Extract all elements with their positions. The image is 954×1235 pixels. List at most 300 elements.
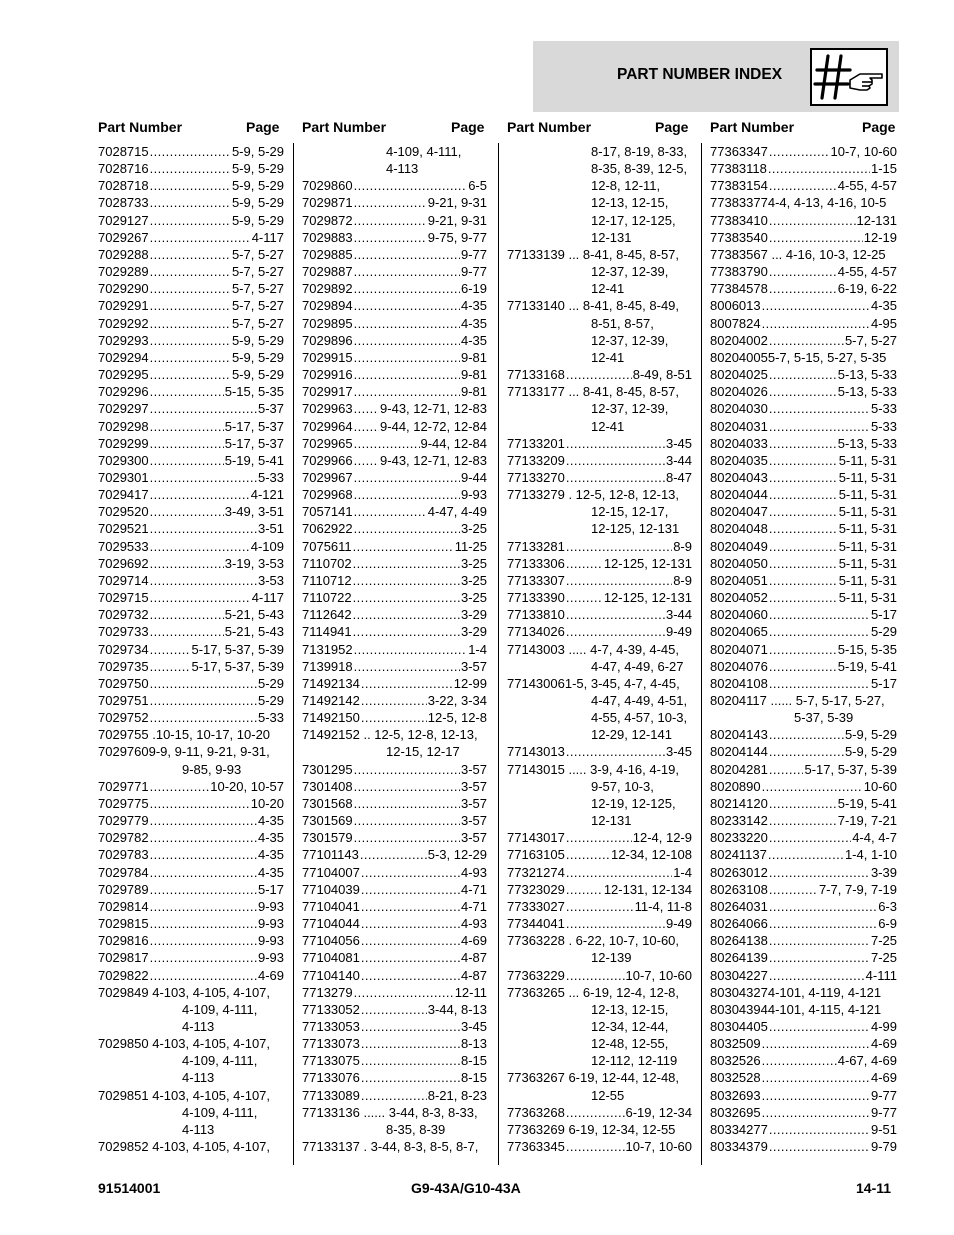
index-entry [507, 435, 692, 452]
part-number: 77163105 [507, 847, 565, 863]
leader-dots [353, 623, 460, 640]
part-number: 7301579 [302, 830, 353, 846]
page-reference: 3-57 [460, 795, 487, 811]
index-entry [710, 1001, 897, 1018]
part-number: 7029267 [98, 229, 149, 245]
part-number: 77133306 [507, 555, 565, 571]
page-reference-continued: 8-35, 8-39, 12-5, [591, 161, 688, 177]
index-entry [302, 778, 487, 795]
index-entry [98, 349, 284, 366]
part-number: 80204033 [710, 435, 768, 451]
index-entry [98, 623, 284, 640]
page-reference: 8-15 [460, 1053, 487, 1069]
index-entry [507, 675, 692, 692]
part-number: 7301569 [302, 813, 353, 829]
page-reference: 3-25 [460, 521, 487, 537]
index-entry [507, 589, 692, 606]
part-number: 7029892 [302, 281, 353, 297]
part-number: 80264138 [710, 933, 768, 949]
page-reference: 4-71 [460, 881, 487, 897]
page-reference: 5-15, 5-35 [837, 641, 897, 657]
page-reference: 3-53 [257, 572, 284, 588]
page-reference: 5-3, 12-29 [427, 847, 487, 863]
page-reference: 3-57 [460, 761, 487, 777]
footer-page-number: 14-11 [856, 1180, 892, 1196]
index-entry [98, 194, 284, 211]
part-number: 7029860 [302, 178, 353, 194]
part-number: 7029714 [98, 572, 149, 588]
page-reference: 5-17, 5-37, 5-39 [191, 658, 284, 674]
page-title: PART NUMBER INDEX [617, 66, 783, 83]
index-entry [710, 709, 897, 726]
index-entry [507, 1121, 692, 1138]
entry-text: 7029849 4-103, 4-105, 4-107, [98, 984, 271, 1000]
index-entry [302, 675, 487, 692]
column-header-page: Page [451, 119, 485, 135]
part-number: 80214120 [710, 795, 768, 811]
leader-dots [150, 829, 257, 846]
page-reference: 4-93 [460, 864, 487, 880]
page-reference: 4-35 [460, 332, 487, 348]
leader-dots [768, 160, 870, 177]
page-reference: 5-11, 5-31 [838, 572, 897, 588]
page-reference: 9-77 [460, 246, 487, 262]
page-reference: 5-9, 5-29 [231, 349, 284, 365]
page-reference: 9-21, 9-31 [427, 212, 487, 228]
page-reference-continued: 9-85, 9-93 [182, 761, 242, 777]
part-number: 80204047 [710, 504, 768, 520]
page-reference: 4-99 [870, 1018, 897, 1034]
part-number: 80204048 [710, 521, 768, 537]
index-entry [507, 332, 692, 349]
index-entry [710, 812, 897, 829]
leader-dots [769, 383, 837, 400]
part-number: 7029872 [302, 212, 353, 228]
part-number: 80204049 [710, 538, 768, 554]
index-entry [302, 503, 487, 520]
index-entry [98, 1121, 284, 1138]
leader-dots [361, 932, 460, 949]
index-entry [302, 795, 487, 812]
leader-dots [769, 795, 837, 812]
page-reference: 4-95 [870, 315, 897, 331]
index-entry [507, 418, 692, 435]
index-entry [98, 520, 284, 537]
entry-text: 77363265 ... 6-19, 12-4, 12-8, [507, 984, 680, 1000]
index-entry [302, 315, 487, 332]
leader-dots [566, 967, 625, 984]
index-entry [98, 1087, 284, 1104]
index-entry [710, 761, 897, 778]
page-reference: 3-44 [665, 452, 692, 468]
index-entry [98, 572, 284, 589]
index-entry [98, 641, 284, 658]
page-reference: 3-57 [460, 658, 487, 674]
page-reference: 5-7, 5-27 [231, 315, 284, 331]
page-reference: 5-13, 5-33 [837, 384, 897, 400]
page-reference: 9-79 [870, 1139, 897, 1155]
leader-dots [354, 297, 460, 314]
leader-dots [354, 452, 379, 469]
part-number: 77104140 [302, 967, 360, 983]
leader-dots [769, 932, 870, 949]
page-reference-continued: 4-47, 4-49, 6-27 [591, 658, 684, 674]
index-entry [507, 486, 692, 503]
part-number: 80204050 [710, 555, 768, 571]
index-entry [507, 915, 692, 932]
index-entry [98, 1052, 284, 1069]
index-entry [507, 194, 692, 211]
leader-dots [354, 469, 460, 486]
index-entry [507, 246, 692, 263]
index-entry [302, 229, 487, 246]
part-number: 77104081 [302, 950, 360, 966]
page-reference: 5-7, 5-27 [231, 264, 284, 280]
leader-dots [361, 949, 460, 966]
index-entry [98, 538, 284, 555]
page-reference: 4-121 [250, 487, 284, 503]
leader-dots [762, 1052, 837, 1069]
page-reference: 9-51 [870, 1121, 897, 1137]
leader-dots [150, 692, 257, 709]
page-reference-continued: 4-109, 4-111, [182, 1104, 258, 1120]
page-reference-continued: 12-13, 12-15, [591, 1001, 669, 1017]
page-reference: 12-125, 12-131 [603, 555, 692, 571]
index-entry [302, 452, 487, 469]
part-number: 80204044 [710, 487, 768, 503]
leader-dots [150, 658, 191, 675]
page-reference: 5-15, 5-35 [224, 384, 284, 400]
part-number: 77104044 [302, 916, 360, 932]
page-reference: 4-55, 4-57 [837, 178, 897, 194]
leader-dots [150, 967, 257, 984]
part-number: 7029692 [98, 555, 149, 571]
leader-dots [361, 1035, 460, 1052]
page-reference: 5-17 [257, 881, 284, 897]
page-reference: 1-4, 1-10 [844, 847, 897, 863]
index-entry [507, 1104, 692, 1121]
part-number: 7029894 [302, 298, 353, 314]
leader-dots [354, 984, 454, 1001]
part-number: 80233142 [710, 813, 768, 829]
entry-text: 70297609-9, 9-11, 9-21, 9-31, [98, 744, 270, 760]
footer-model: G9-43A/G10-43A [411, 1180, 521, 1196]
part-number: 8032526 [710, 1053, 761, 1069]
index-entry [507, 297, 692, 314]
index-entry [710, 383, 897, 400]
index-entry [302, 177, 487, 194]
page-reference-continued: 9-57, 10-3, [591, 778, 654, 794]
part-number: 7028715 [98, 144, 149, 159]
index-entry [98, 915, 284, 932]
leader-dots [769, 212, 856, 229]
page-reference: 5-11, 5-31 [838, 504, 897, 520]
leader-dots [150, 778, 210, 795]
page-reference: 1-4 [673, 864, 692, 880]
part-number: 7029822 [98, 967, 149, 983]
index-entry [98, 229, 284, 246]
leader-dots [361, 1087, 427, 1104]
page-reference: 8-49, 8-51 [632, 367, 692, 383]
leader-dots [354, 658, 460, 675]
part-number: 7112642 [302, 607, 352, 623]
part-number: 77133168 [507, 367, 565, 383]
leader-dots [769, 761, 804, 778]
part-number: 7110722 [302, 590, 352, 606]
page-reference: 8-21, 8-23 [427, 1087, 487, 1103]
index-entry [302, 538, 487, 555]
page-reference: 5-29 [257, 693, 284, 708]
index-entry [507, 280, 692, 297]
part-number: 7029298 [98, 418, 149, 434]
part-number: 7029895 [302, 315, 353, 331]
part-number: 7029816 [98, 933, 149, 949]
part-number: 7029915 [302, 349, 353, 365]
column-header-part-number: Part Number [507, 119, 592, 135]
index-entry [710, 194, 897, 211]
page-reference: 5-9, 5-29 [231, 178, 284, 194]
part-number: 8032695 [710, 1104, 761, 1120]
index-entry [507, 555, 692, 572]
page-reference: 9-77 [870, 1104, 897, 1120]
part-number: 77363345 [507, 1139, 565, 1155]
index-entry [302, 812, 487, 829]
part-number: 7029771 [98, 778, 149, 794]
page-reference: 3-25 [460, 590, 487, 606]
index-entry [710, 846, 897, 863]
index-entry [302, 435, 487, 452]
page-reference: 4-35 [460, 315, 487, 331]
index-entry [98, 315, 284, 332]
part-number: 7028733 [98, 195, 149, 211]
leader-dots [768, 846, 844, 863]
page-reference-continued: 4-55, 4-57, 10-3, [591, 710, 688, 726]
part-number: 7029966 [302, 452, 353, 468]
entry-text: 7029851 4-103, 4-105, 4-107, [98, 1087, 271, 1103]
page-reference: 4-35 [460, 298, 487, 314]
leader-dots [353, 606, 460, 623]
index-entry [98, 726, 284, 743]
page-reference: 5-7, 5-27 [231, 298, 284, 314]
index-entry [710, 1069, 897, 1086]
page-reference: 4-69 [870, 1070, 897, 1086]
page-reference: 5-19, 5-41 [837, 658, 897, 674]
page-reference: 10-7, 10-60 [830, 144, 897, 159]
index-entry [710, 160, 897, 177]
page-reference: 10-7, 10-60 [625, 1139, 692, 1155]
leader-dots [769, 864, 870, 881]
part-number: 77384578 [710, 281, 768, 297]
part-number: 80204108 [710, 675, 768, 691]
index-entry [710, 795, 897, 812]
leader-dots [150, 212, 231, 229]
index-entry [710, 778, 897, 795]
index-entry [98, 383, 284, 400]
index-entry [710, 400, 897, 417]
column-header-page: Page [655, 119, 689, 135]
page-reference: 5-9, 5-29 [844, 744, 897, 760]
index-entry [302, 246, 487, 263]
leader-dots [769, 898, 877, 915]
leader-dots [354, 246, 460, 263]
page-reference: 5-17, 5-37 [224, 418, 284, 434]
entry-text: 803043944-101, 4-115, 4-121 [710, 1001, 882, 1017]
index-entry [98, 846, 284, 863]
page-reference: 1-15 [870, 161, 897, 177]
index-entry [507, 846, 692, 863]
index-entry [507, 1001, 692, 1018]
part-number: 8032509 [710, 1036, 761, 1052]
index-entry [98, 212, 284, 229]
index-entry [710, 658, 897, 675]
index-entry [710, 486, 897, 503]
index-entry [710, 538, 897, 555]
leader-dots [566, 881, 603, 898]
index-entry [507, 263, 692, 280]
leader-dots [769, 915, 877, 932]
part-number: 7029779 [98, 813, 149, 829]
index-entry [710, 1087, 897, 1104]
part-number: 80263012 [710, 864, 768, 880]
part-number: 7029301 [98, 469, 149, 485]
index-entry [507, 383, 692, 400]
page-reference-continued: 8-35, 8-39 [386, 1121, 446, 1137]
index-entry [710, 555, 897, 572]
part-number: 80233220 [710, 830, 768, 846]
index-entry [302, 332, 487, 349]
part-number: 7029294 [98, 349, 149, 365]
index-entry [302, 829, 487, 846]
part-number: 7029814 [98, 898, 149, 914]
index-entry [710, 606, 897, 623]
page-reference: 3-25 [460, 572, 487, 588]
part-number: 80204030 [710, 401, 768, 417]
index-entry [710, 452, 897, 469]
index-entry [302, 143, 487, 160]
index-entry [98, 1104, 284, 1121]
index-entry [710, 726, 897, 743]
part-number: 77133089 [302, 1087, 360, 1103]
part-number: 80204052 [710, 590, 768, 606]
page-reference-continued: 12-112, 12-119 [591, 1053, 678, 1069]
part-number: 80204060 [710, 607, 768, 623]
index-entry [507, 967, 692, 984]
part-number: 77363229 [507, 967, 565, 983]
leader-dots [150, 297, 231, 314]
page-reference: 4-47, 4-49 [427, 504, 487, 520]
leader-dots [361, 967, 460, 984]
index-entry [507, 812, 692, 829]
leader-dots [566, 435, 665, 452]
page-reference-continued: 12-17, 12-125, [591, 212, 676, 228]
index-entry [302, 898, 487, 915]
page-reference: 9-77 [460, 264, 487, 280]
page-reference: 12-4, 12-9 [632, 830, 692, 846]
page-reference: 5-11, 5-31 [838, 469, 897, 485]
leader-dots [769, 743, 844, 760]
index-entry [507, 1087, 692, 1104]
part-number: 7029291 [98, 298, 149, 314]
part-number: 7029299 [98, 435, 149, 451]
leader-dots [769, 812, 837, 829]
leader-dots [566, 743, 665, 760]
part-number: 80204051 [710, 572, 768, 588]
index-entry [710, 349, 897, 366]
leader-dots [769, 1018, 870, 1035]
index-entry [302, 280, 487, 297]
leader-dots [150, 538, 250, 555]
part-number: 7029735 [98, 658, 149, 674]
leader-dots [762, 297, 870, 314]
index-entry [98, 332, 284, 349]
leader-dots [150, 383, 224, 400]
leader-dots [150, 400, 257, 417]
leader-dots [150, 160, 231, 177]
leader-dots [566, 589, 603, 606]
leader-dots [566, 864, 672, 881]
page-reference: 9-44 [460, 469, 487, 485]
page-reference: 5-37 [257, 401, 284, 417]
leader-dots [150, 709, 257, 726]
index-entry [302, 949, 487, 966]
index-entry [507, 761, 692, 778]
entry-text: 77363269 6-19, 12-34, 12-55 [507, 1121, 676, 1137]
part-number: 7057141 [302, 504, 353, 520]
index-entry [302, 160, 487, 177]
page-reference: 4-35 [257, 864, 284, 880]
entry-text: 77133140 ... 8-41, 8-45, 8-49, [507, 298, 680, 314]
index-entry [507, 1052, 692, 1069]
index-entry [98, 658, 284, 675]
index-entry [302, 212, 487, 229]
part-number: 7029871 [302, 195, 353, 211]
index-entry [507, 520, 692, 537]
index-entry [302, 726, 487, 743]
page-reference: 5-19, 5-41 [224, 452, 284, 468]
index-entry [710, 623, 897, 640]
part-number: 7029752 [98, 710, 149, 726]
leader-dots [769, 606, 870, 623]
part-number: 7301568 [302, 795, 353, 811]
page-reference: 5-17, 5-37, 5-39 [804, 761, 897, 777]
page-reference-continued: 12-48, 12-55, [591, 1036, 669, 1052]
part-number: 80204026 [710, 384, 768, 400]
part-number: 80264139 [710, 950, 768, 966]
index-entry [507, 1035, 692, 1052]
index-entry [710, 435, 897, 452]
index-entry [507, 452, 692, 469]
index-entry [98, 1035, 284, 1052]
index-entry [710, 967, 897, 984]
index-entry [302, 915, 487, 932]
entry-text: 77383567 ... 4-16, 10-3, 12-25 [710, 246, 886, 262]
index-entry [98, 1138, 284, 1155]
index-entry [507, 829, 692, 846]
index-entry [302, 881, 487, 898]
page-reference-continued: 12-37, 12-39, [591, 401, 669, 417]
leader-dots [769, 949, 870, 966]
index-entry [710, 177, 897, 194]
page-reference: 5-11, 5-31 [838, 487, 897, 503]
part-number: 7029296 [98, 384, 149, 400]
page-reference: 9-93 [257, 933, 284, 949]
index-entry [98, 263, 284, 280]
entry-text: 77143003 ..... 4-7, 4-39, 4-45, [507, 641, 680, 657]
part-number: 7029968 [302, 487, 353, 503]
index-entry [507, 881, 692, 898]
leader-dots [354, 349, 460, 366]
leader-dots [150, 194, 231, 211]
